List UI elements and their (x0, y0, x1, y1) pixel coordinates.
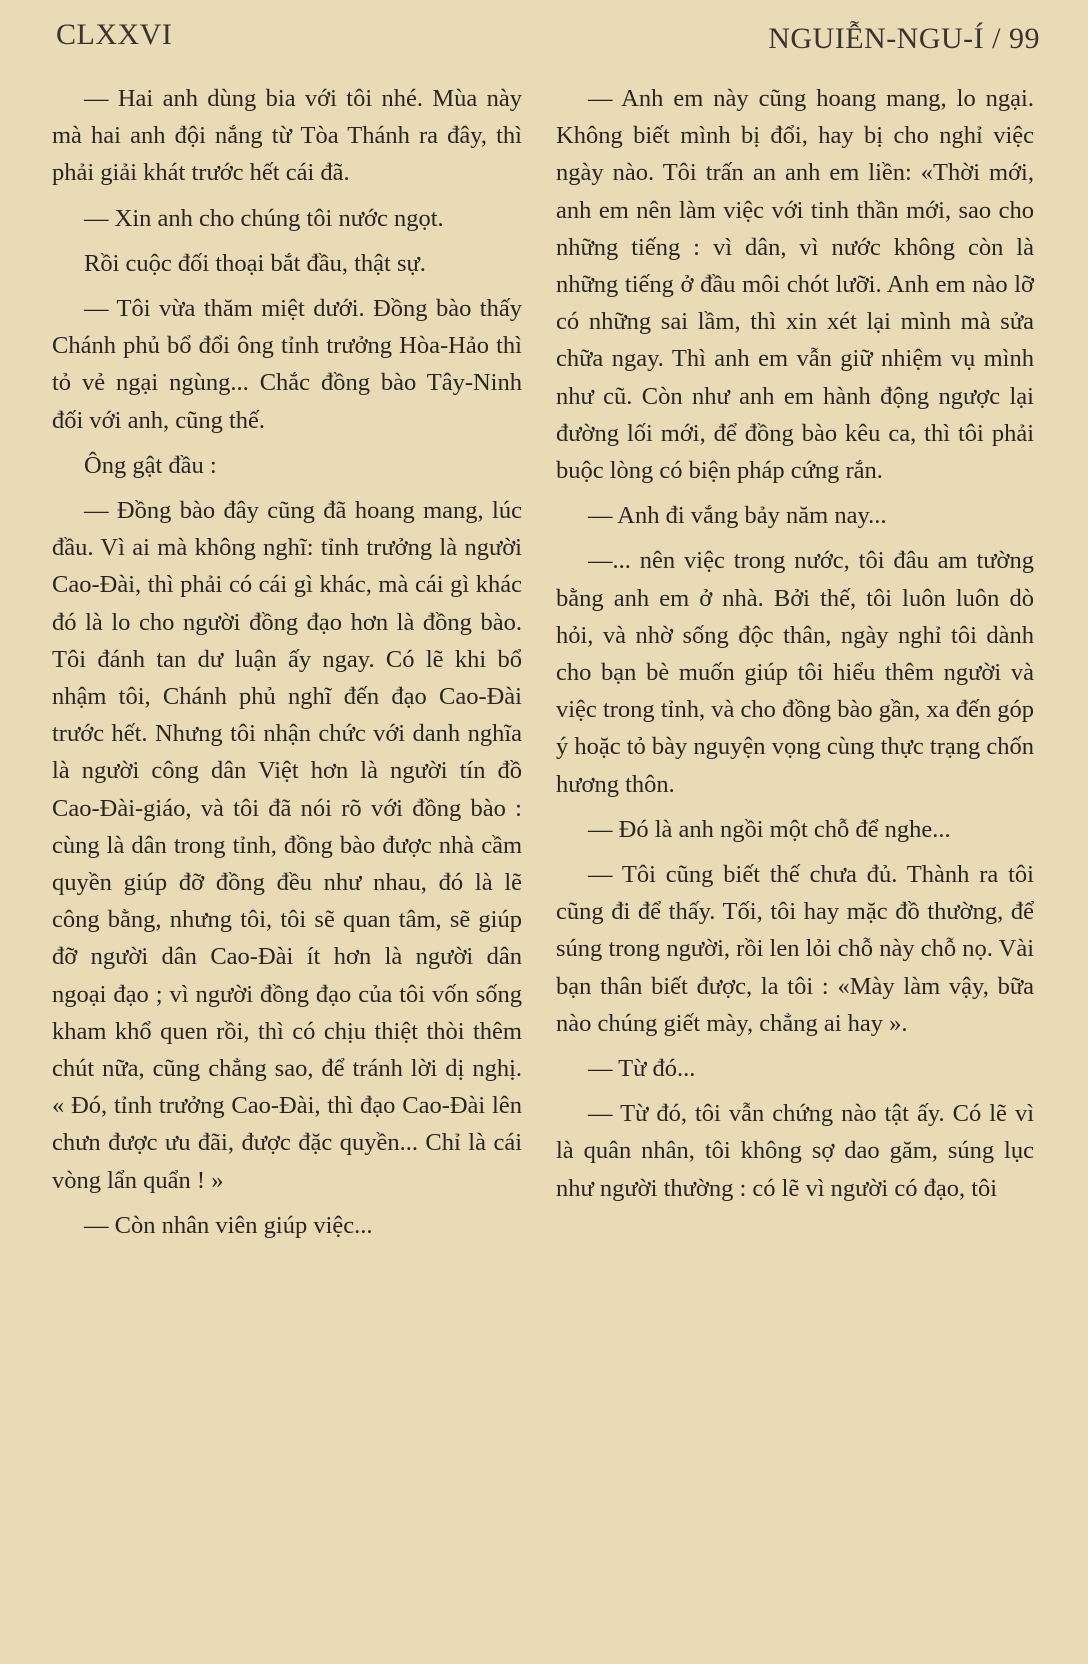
paragraph: — Tôi cũng biết thế chưa đủ. Thành ra tôi cũng đi để thấy. Tối, tôi hay mặc đồ thường, để súng trong người, rồi len lỏi chỗ này chỗ nọ. Vài bạn thân biết được, la tôi : «Mày làm vậy, bữa nào chúng giết mày, chẳng ai hay ». (556, 861, 1034, 1037)
paragraph: — Hai anh dùng bia với tôi nhé. Mùa này mà hai anh đội nắng từ Tòa Thánh ra đây, thì phải giải khát trước hết cái đã. (52, 85, 522, 187)
paragraph: — Tôi vừa thăm miệt dưới. Đồng bào thấy Chánh phủ bổ đổi ông tỉnh trưởng Hòa-Hảo thì tỏ vẻ ngại ngùng... Chắc đồng bào Tây-Ninh đối với anh, cũng thế. (52, 295, 522, 434)
paragraph: — Anh em này cũng hoang mang, lo ngại. Không biết mình bị đổi, hay bị cho nghỉ việc ngày nào. Tôi trấn an anh em liền: «Thời mới, anh em nên làm việc với tinh thần mới, sao cho những tiếng : vì dân, vì nước không còn là những tiếng ở đầu môi chót lưỡi. Anh em nào lỡ có những sai lầm, thì xin xét lại mình mà sửa chữa ngay. Thì anh em vẫn giữ nhiệm vụ mình như cũ. Còn như anh em hành động ngược lại đường lối mới, để đồng bào kêu ca, thì tôi phải buộc lòng có biện pháp cứng rắn. (556, 85, 1034, 485)
paragraph: — Đồng bào đây cũng đã hoang mang, lúc đầu. Vì ai mà không nghĩ: tỉnh trưởng là người Cao-Đài, thì phải có cái gì khác, mà cái gì khác đó là lo cho người đồng đạo hơn là đồng bào. Tôi đánh tan dư luận ấy ngay. Có lẽ khi bổ nhậm tôi, Chánh phủ nghĩ đến đạo Cao-Đài trước hết. Nhưng tôi nhận chức với danh nghĩa là người công dân Việt hơn là người tín đồ Cao-Đài-giáo, và tôi đã nói rõ với đồng bào : cùng là dân trong tỉnh, đồng bào được nhà cầm quyền giúp đỡ đồng đều như nhau, đó là lẽ công bằng, nhưng tôi, tôi sẽ quan tâm, sẽ giúp đỡ người dân Cao-Đài ít hơn là người dân ngoại đạo ; vì người đồng đạo của tôi vốn sống kham khổ quen rồi, thì có chịu thiệt thòi thêm chút nữa, cũng chẳng sao, để tránh lời dị nghị. « Đó, tỉnh trưởng Cao-Đài, thì đạo Cao-Đài lên chưn được ưu đãi, được đặc quyền... Chỉ là cái vòng lẩn quẩn ! » (52, 497, 522, 1194)
page-header (56, 14, 1040, 64)
paragraph: — Anh đi vắng bảy năm nay... (588, 502, 887, 530)
paragraph: — Từ đó... (588, 1055, 696, 1083)
left-column (52, 80, 522, 1252)
paragraph: — Còn nhân viên giúp việc... (84, 1211, 373, 1239)
running-title-page-number: NGUIỄN-NGU-Í / 99 (768, 22, 1040, 55)
paragraph: — Đó là anh ngồi một chỗ để nghe... (588, 815, 951, 843)
paragraph: — Từ đó, tôi vẫn chứng nào tật ấy. Có lẽ vì là quân nhân, tôi không sợ dao găm, súng lục như người thường : có lẽ vì người có đạo, tôi (556, 1100, 1034, 1202)
paragraph: — Xin anh cho chúng tôi nước ngọt. (84, 204, 444, 232)
right-column (556, 80, 1034, 1215)
paragraph: Ông gật đầu : (84, 451, 217, 479)
paragraph: Rồi cuộc đối thoại bắt đầu, thật sự. (84, 249, 426, 277)
chapter-numeral: CLXXVI (56, 18, 173, 51)
paragraph: —... nên việc trong nước, tôi đâu am tường bằng anh em ở nhà. Bởi thế, tôi luôn luôn dò hỏi, và nhờ sống độc thân, ngày nghỉ tôi dành cho bạn bè muốn giúp tôi hiểu thêm người và việc trong tỉnh, và cho đồng bào gần, xa đến góp ý hoặc tỏ bày nguyện vọng cùng thực trạng chốn hương thôn. (556, 547, 1034, 798)
